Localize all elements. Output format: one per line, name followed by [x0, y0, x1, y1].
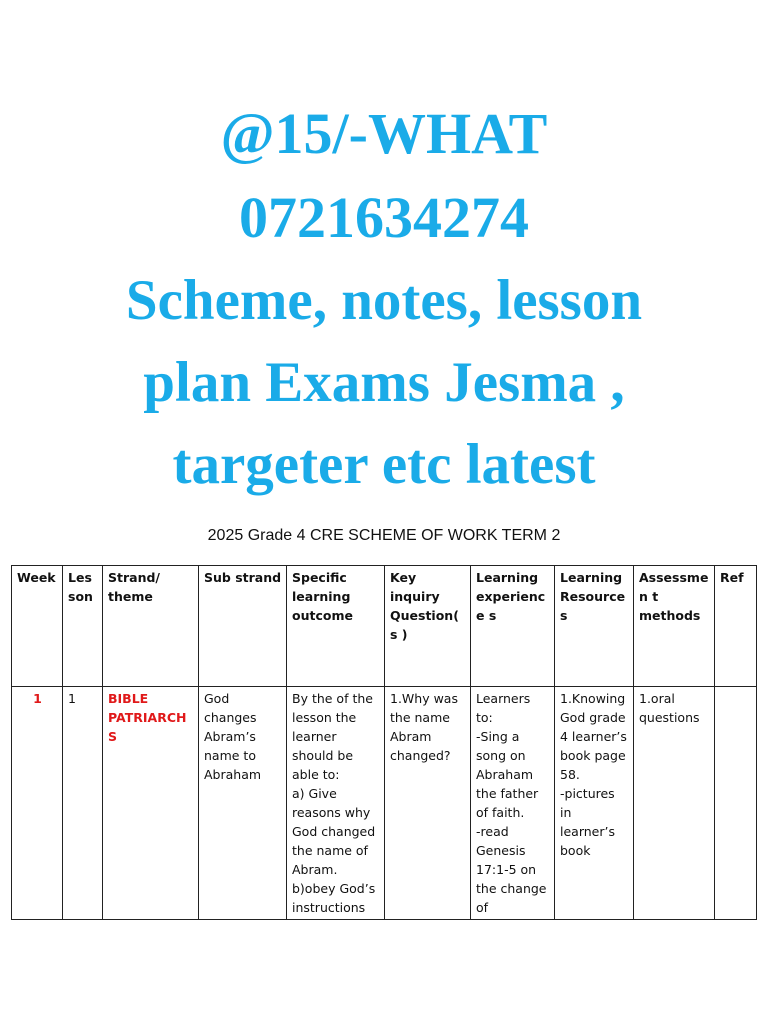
- header-strand: Strand/ theme: [103, 566, 199, 687]
- header-outcome: Specific learning outcome: [287, 566, 385, 687]
- header-experiences: Learning experience s: [471, 566, 555, 687]
- cell-resources: 1.Knowing God grade 4 learner’s book page 58. -pictures in learner’s book: [555, 687, 634, 920]
- cell-inquiry: 1.Why was the name Abram changed?: [385, 687, 471, 920]
- cell-experiences: Learners to: -Sing a song on Abraham the father of faith. -read Genesis 17:1-5 on the change of: [471, 687, 555, 920]
- scheme-of-work-table: [11, 565, 757, 920]
- promo-text-line: plan Exams Jesma ,: [143, 351, 625, 414]
- header-lesson: Les son: [63, 566, 103, 687]
- table-header-row: [12, 566, 757, 687]
- cell-assessment: 1.oral questions: [634, 687, 715, 920]
- cell-lesson: 1: [63, 687, 103, 920]
- header-ref: Ref: [715, 566, 757, 687]
- promo-text-line: targeter etc latest: [172, 433, 596, 496]
- promo-banner: [0, 92, 768, 506]
- promo-phone-line: 0721634274: [239, 185, 529, 250]
- header-week: Week: [12, 566, 63, 687]
- header-inquiry: Key inquiry Question(s ): [385, 566, 471, 687]
- document-title: 2025 Grade 4 CRE SCHEME OF WORK TERM 2: [207, 527, 561, 544]
- header-resources: Learning Resources: [555, 566, 634, 687]
- header-assessment: Assessmen t methods: [634, 566, 715, 687]
- cell-sub-strand: God changes Abram’s name to Abraham: [199, 687, 287, 920]
- cell-ref: [715, 687, 757, 920]
- cell-strand: BIBLE PATRIARCHS: [103, 687, 199, 920]
- header-sub-strand: Sub strand: [199, 566, 287, 687]
- promo-text-line: Scheme, notes, lesson: [125, 269, 643, 332]
- table-row: [12, 687, 757, 920]
- cell-outcome: By the of the lesson the learner should be able to: a) Give reasons why God changed the name of Abram. b)obey God’s instructions: [287, 687, 385, 920]
- cell-week: 1: [12, 687, 63, 920]
- promo-price-line: @15/-WHAT: [220, 101, 548, 166]
